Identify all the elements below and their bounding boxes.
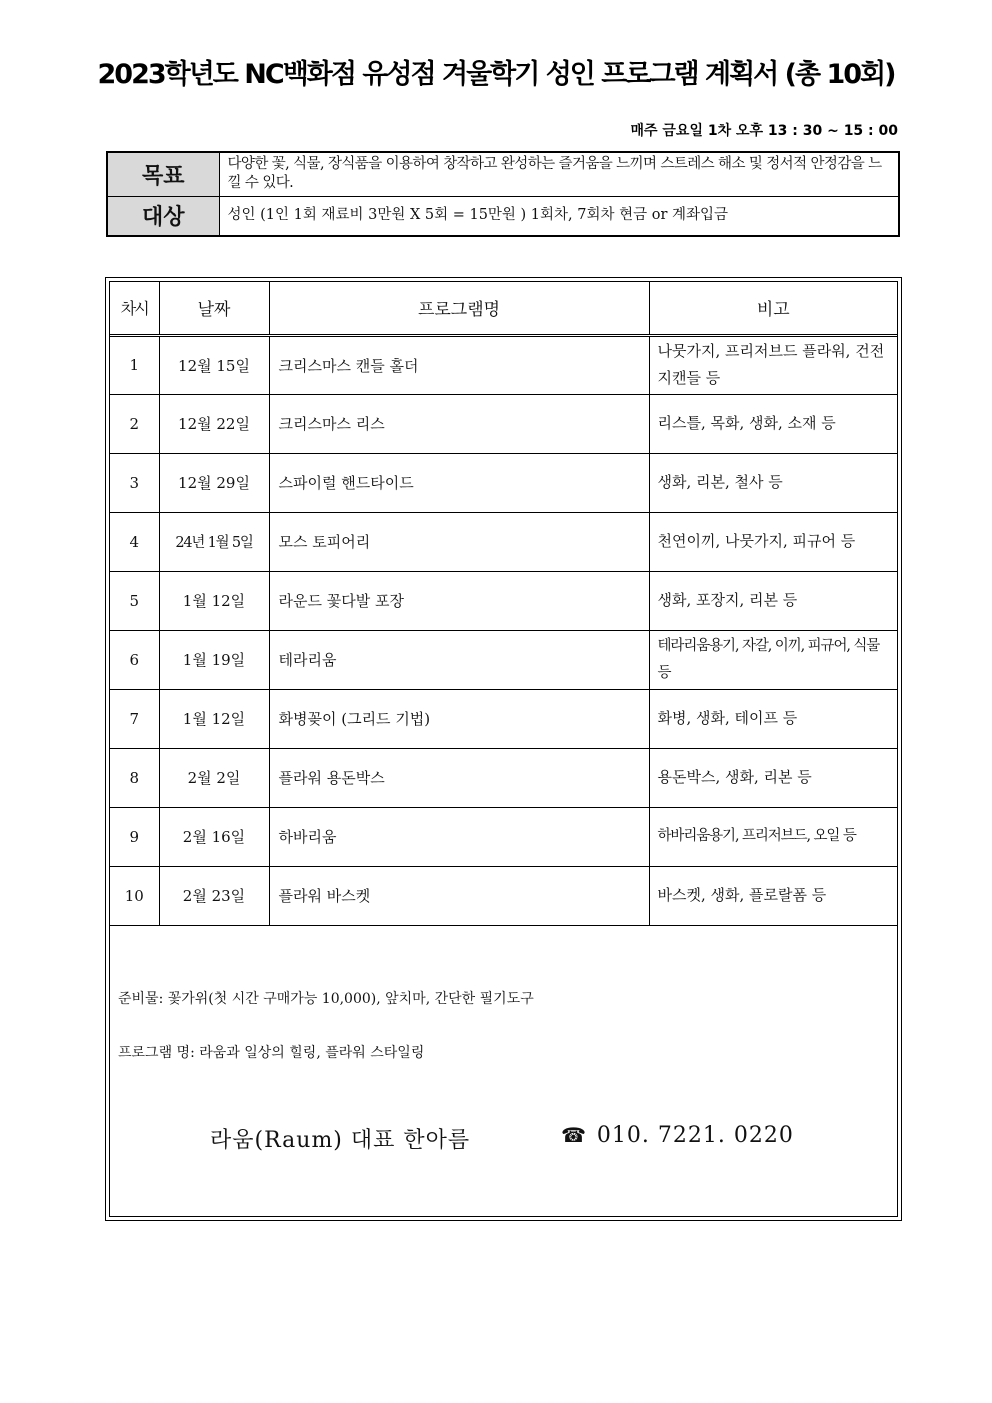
row-program: 크리스마스 캔들 홀더 xyxy=(269,335,649,394)
row-num: 7 xyxy=(110,689,159,748)
row-note: 하바리움용기, 프리저브드, 오일 등 xyxy=(649,807,897,866)
row-date: 12월 22일 xyxy=(159,394,269,453)
row-program: 크리스마스 리스 xyxy=(269,394,649,453)
row-num: 2 xyxy=(110,394,159,453)
row-num: 6 xyxy=(110,630,159,689)
phone-number: 010. 7221. 0220 xyxy=(596,1123,794,1148)
header-num: 차시 xyxy=(110,282,159,335)
row-note: 리스틀, 목화, 생화, 소재 등 xyxy=(649,394,897,453)
table-row xyxy=(110,689,897,748)
row-note: 천연이끼, 나뭇가지, 피규어 등 xyxy=(649,512,897,571)
row-note: 생화, 포장지, 리본 등 xyxy=(649,571,897,630)
table-row xyxy=(110,512,897,571)
row-num: 10 xyxy=(110,866,159,925)
table-row xyxy=(110,571,897,630)
row-date: 24년 1월 5일 xyxy=(159,512,269,571)
goal-row xyxy=(107,152,899,196)
info-table xyxy=(106,151,900,237)
table-row xyxy=(110,630,897,689)
program-table xyxy=(110,282,897,926)
row-date: 1월 12일 xyxy=(159,689,269,748)
row-program: 라운드 꽃다발 포장 xyxy=(269,571,649,630)
table-row xyxy=(110,335,897,394)
table-row xyxy=(110,807,897,866)
row-date: 12월 29일 xyxy=(159,453,269,512)
target-text: 성인 (1인 1회 재료비 3만원 X 5회 = 15만원 ) 1회차, 7회차 현금 or 계좌입금 xyxy=(219,196,899,236)
header-date: 날짜 xyxy=(159,282,269,335)
preparation-note: 준비물: 꽃가위(첫 시간 구매가능 10,000), 앞치마, 간단한 필기도구 xyxy=(118,991,534,1007)
program-name-note: 프로그램 명: 라움과 일상의 힐링, 플라워 스타일링 xyxy=(118,1045,425,1061)
row-note: 바스켓, 생화, 플로랄폼 등 xyxy=(649,866,897,925)
row-note: 생화, 리본, 철사 등 xyxy=(649,453,897,512)
row-note: 용돈박스, 생화, 리본 등 xyxy=(649,748,897,807)
row-program: 스파이럴 핸드타이드 xyxy=(269,453,649,512)
phone-icon: ☎ xyxy=(561,1123,587,1147)
row-note: 나뭇가지, 프리저브드 플라워, 건전지캔들 등 xyxy=(649,335,897,394)
row-num: 5 xyxy=(110,571,159,630)
row-num: 1 xyxy=(110,335,159,394)
row-date: 1월 12일 xyxy=(159,571,269,630)
goal-text: 다양한 꽃, 식물, 장식품을 이용하여 창작하고 완성하는 즐거움을 느끼며 스트레스 해소 및 정서적 안정감을 느낄 수 있다. xyxy=(219,152,899,196)
row-note: 테라리움용기, 자갈, 이끼, 피규어, 식물 등 xyxy=(649,630,897,689)
row-num: 9 xyxy=(110,807,159,866)
row-date: 2월 16일 xyxy=(159,807,269,866)
row-date: 2월 23일 xyxy=(159,866,269,925)
row-num: 8 xyxy=(110,748,159,807)
row-program: 테라리움 xyxy=(269,630,649,689)
goal-label: 목표 xyxy=(107,152,219,196)
row-note: 화병, 생화, 테이프 등 xyxy=(649,689,897,748)
row-program: 플라워 바스켓 xyxy=(269,866,649,925)
contact-name: 라움(Raum) 대표 한아름 xyxy=(210,1128,471,1153)
table-row xyxy=(110,394,897,453)
row-program: 하바리움 xyxy=(269,807,649,866)
schedule-info: 매주 금요일 1차 오후 13 : 30 ~ 15 : 00 xyxy=(630,123,898,139)
target-label: 대상 xyxy=(107,196,219,236)
row-program: 모스 토피어리 xyxy=(269,512,649,571)
row-date: 2월 2일 xyxy=(159,748,269,807)
table-row xyxy=(110,748,897,807)
table-header-row xyxy=(110,282,897,335)
document-title: 2023학년도 NC백화점 유성점 겨울학기 성인 프로그램 계획서 (총 10회) xyxy=(97,59,895,90)
table-row xyxy=(110,453,897,512)
row-program: 화병꽂이 (그리드 기법) xyxy=(269,689,649,748)
row-program: 플라워 용돈박스 xyxy=(269,748,649,807)
row-num: 4 xyxy=(110,512,159,571)
program-inner-frame xyxy=(109,281,898,1217)
table-row xyxy=(110,866,897,925)
header-program: 프로그램명 xyxy=(269,282,649,335)
program-frame xyxy=(105,277,902,1221)
target-row xyxy=(107,196,899,236)
row-num: 3 xyxy=(110,453,159,512)
row-date: 12월 15일 xyxy=(159,335,269,394)
row-date: 1월 19일 xyxy=(159,630,269,689)
header-note: 비고 xyxy=(649,282,897,335)
